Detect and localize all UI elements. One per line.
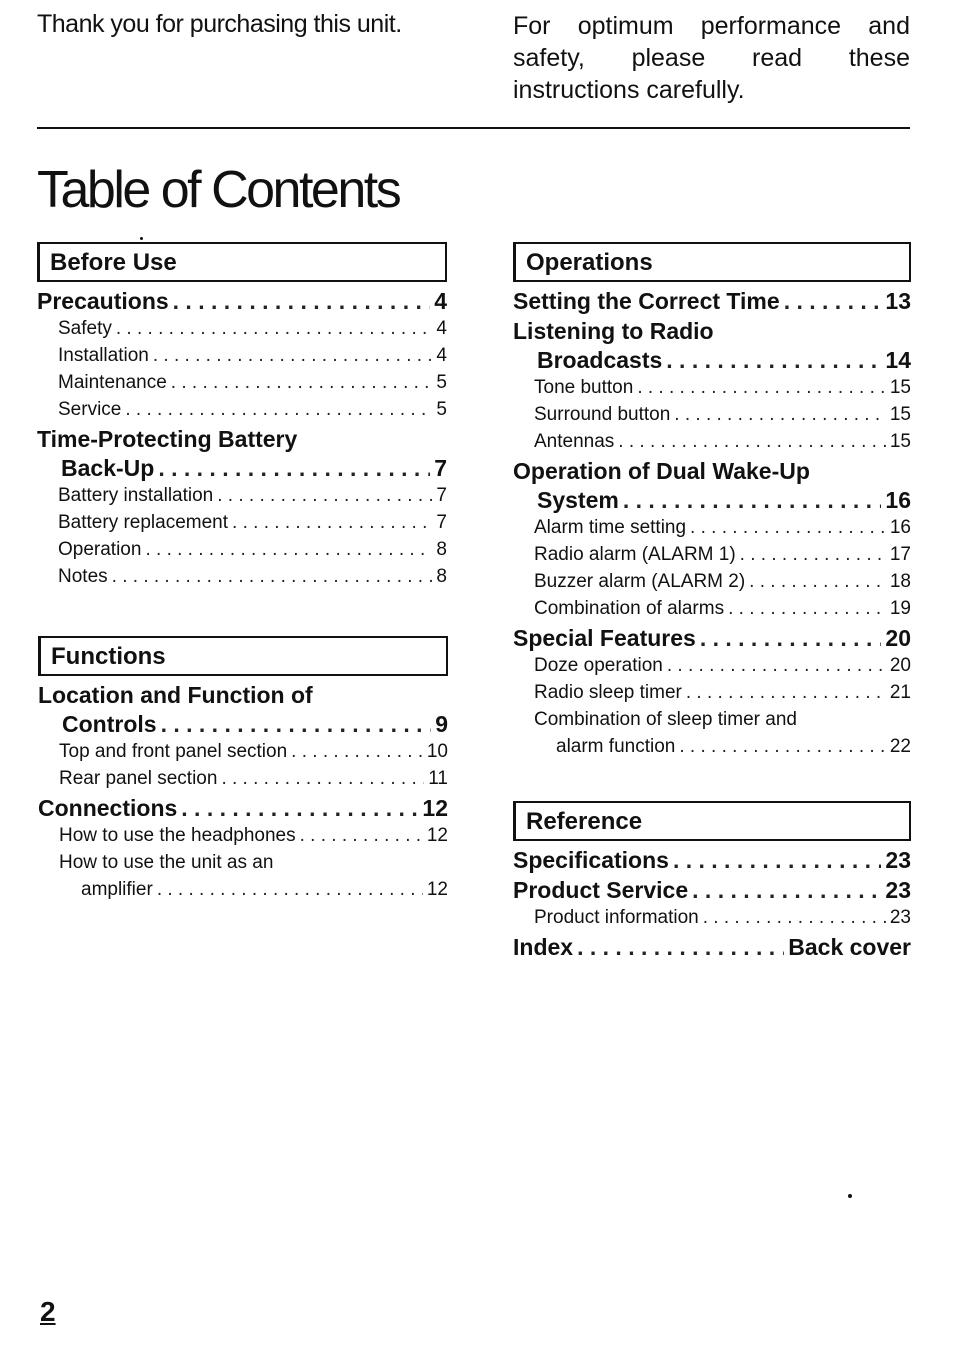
- toc-label: Top and front panel section: [59, 741, 288, 762]
- toc-entry[interactable]: [37, 485, 447, 512]
- toc-entry[interactable]: [38, 879, 448, 906]
- operations-heading: Operations: [513, 242, 911, 282]
- leader-dots: [679, 736, 886, 758]
- leader-dots: [666, 347, 881, 374]
- leader-dots: [674, 404, 886, 426]
- toc-page: 20: [885, 625, 911, 651]
- leader-dots: [171, 372, 433, 394]
- toc-entry[interactable]: [37, 399, 447, 426]
- leader-dots: [673, 847, 881, 874]
- toc-entry[interactable]: [37, 539, 447, 566]
- leader-dots: [728, 598, 886, 620]
- divider: [37, 127, 910, 129]
- toc-label: alarm function: [556, 736, 676, 757]
- toc-entry[interactable]: [513, 431, 911, 458]
- toc-entry[interactable]: [513, 347, 911, 377]
- functions-heading: Functions: [38, 636, 448, 676]
- before-use-heading: Before Use: [37, 242, 447, 282]
- toc-entry[interactable]: [513, 598, 911, 625]
- scan-speck: [140, 237, 143, 240]
- toc-label: Back-Up: [61, 455, 155, 481]
- toc-entry[interactable]: [513, 736, 911, 763]
- leader-dots: [217, 485, 432, 507]
- toc-page: 10: [426, 741, 448, 762]
- toc-page: 15: [889, 431, 911, 452]
- leader-dots: [577, 934, 784, 961]
- toc-entry[interactable]: [38, 768, 448, 795]
- leader-dots: [116, 318, 433, 340]
- toc-label: Notes: [58, 566, 108, 587]
- toc-page: 8: [436, 539, 447, 560]
- leader-dots: [161, 711, 432, 738]
- page-title: Table of Contents: [37, 161, 400, 219]
- leader-dots: [112, 566, 433, 588]
- toc-label: Safety: [58, 318, 112, 339]
- toc-label: Maintenance: [58, 372, 167, 393]
- toc-entry[interactable]: [37, 455, 447, 485]
- reference-heading: Reference: [513, 801, 911, 841]
- toc-label: Surround button: [534, 404, 671, 425]
- toc-page: 21: [889, 682, 911, 703]
- toc-entry[interactable]: [513, 625, 911, 655]
- toc-page: 23: [885, 877, 911, 903]
- toc-label: Controls: [62, 711, 157, 737]
- toc-entry[interactable]: [513, 655, 911, 682]
- functions-section: [38, 636, 448, 906]
- toc-page: Back cover: [788, 934, 911, 960]
- toc-page: 14: [885, 347, 911, 373]
- toc-page: 11: [428, 768, 448, 789]
- toc-label: Installation: [58, 345, 149, 366]
- toc-page: 18: [889, 571, 911, 592]
- toc-heading: Listening to Radio: [513, 318, 714, 344]
- intro-thanks: Thank you for purchasing this unit.: [37, 10, 402, 38]
- leader-dots: [145, 539, 432, 561]
- toc-entry[interactable]: [37, 372, 447, 399]
- leader-dots: [740, 544, 886, 566]
- toc-page: 7: [436, 512, 447, 533]
- toc-entry[interactable]: [513, 907, 911, 934]
- toc-page: 23: [885, 847, 911, 873]
- toc-heading: Location and Function of: [38, 682, 313, 708]
- toc-page: 7: [436, 485, 447, 506]
- toc-page: 15: [889, 404, 911, 425]
- leader-dots: [700, 625, 882, 652]
- toc-label: Radio alarm (ALARM 1): [534, 544, 736, 565]
- toc-label: How to use the headphones: [59, 825, 296, 846]
- toc-entry[interactable]: [38, 825, 448, 852]
- toc-label: Service: [58, 399, 122, 420]
- toc-entry[interactable]: [513, 377, 911, 404]
- toc-label: Radio sleep timer: [534, 682, 682, 703]
- toc-label: amplifier: [81, 879, 153, 900]
- leader-dots: [157, 879, 423, 901]
- toc-label: Index: [513, 934, 574, 960]
- toc-entry[interactable]: [37, 318, 447, 345]
- toc-page: 4: [436, 318, 447, 339]
- toc-label: Battery installation: [58, 485, 214, 506]
- leader-dots: [232, 512, 432, 534]
- toc-entry[interactable]: [513, 288, 911, 318]
- toc-page: 15: [889, 377, 911, 398]
- toc-page: 12: [426, 825, 448, 846]
- scan-speck: [848, 1194, 852, 1198]
- toc-page: 5: [436, 399, 447, 420]
- leader-dots: [690, 517, 886, 539]
- toc-label: Rear panel section: [59, 768, 218, 789]
- toc-label: Connections: [38, 795, 178, 821]
- leader-dots: [181, 795, 418, 822]
- toc-label: Setting the Correct Time: [513, 288, 780, 314]
- toc-subheading: How to use the unit as an: [59, 852, 274, 873]
- toc-entry[interactable]: [513, 404, 911, 431]
- toc-entry[interactable]: [513, 682, 911, 709]
- leader-dots: [158, 455, 430, 482]
- toc-page: 4: [436, 345, 447, 366]
- toc-label: System: [537, 487, 619, 513]
- toc-heading: Operation of Dual Wake-Up: [513, 458, 810, 484]
- toc-page: 16: [889, 517, 911, 538]
- toc-label: Battery replacement: [58, 512, 229, 533]
- operations-section: [513, 242, 911, 763]
- toc-heading: Time-Protecting Battery: [37, 426, 298, 452]
- toc-page: 16: [885, 487, 911, 513]
- leader-dots: [623, 487, 882, 514]
- toc-label: Product information: [534, 907, 699, 928]
- toc-entry[interactable]: [38, 711, 448, 741]
- toc-label: Alarm time setting: [534, 517, 687, 538]
- leader-dots: [703, 907, 886, 929]
- leader-dots: [291, 741, 423, 763]
- toc-label: Operation: [58, 539, 142, 560]
- toc-page: 19: [889, 598, 911, 619]
- leader-dots: [784, 288, 882, 315]
- toc-subheading: Combination of sleep timer and: [534, 709, 797, 730]
- toc-label: Special Features: [513, 625, 696, 651]
- leader-dots: [667, 655, 886, 677]
- leader-dots: [692, 877, 881, 904]
- leader-dots: [221, 768, 424, 790]
- toc-entry[interactable]: [37, 512, 447, 539]
- toc-page: 20: [889, 655, 911, 676]
- toc-page: 8: [436, 566, 447, 587]
- toc-page: 4: [434, 288, 447, 314]
- leader-dots: [173, 288, 431, 315]
- toc-page: 12: [422, 795, 448, 821]
- toc-label: Precautions: [37, 288, 169, 314]
- before-use-section: [37, 242, 447, 593]
- toc-entry[interactable]: [38, 795, 448, 825]
- toc-label: Tone button: [534, 377, 634, 398]
- toc-page: 22: [889, 736, 911, 757]
- leader-dots: [125, 399, 432, 421]
- leader-dots: [618, 431, 886, 453]
- toc-page: 12: [426, 879, 448, 900]
- toc-label: Specifications: [513, 847, 669, 873]
- reference-section: [513, 801, 911, 964]
- toc-page: 17: [889, 544, 911, 565]
- page-number: 2: [40, 1296, 56, 1327]
- toc-entry[interactable]: [513, 877, 911, 907]
- toc-entry[interactable]: [513, 934, 911, 964]
- leader-dots: [637, 377, 886, 399]
- toc-entry[interactable]: [513, 487, 911, 517]
- toc-entry[interactable]: [513, 544, 911, 571]
- toc-label: Antennas: [534, 431, 615, 452]
- leader-dots: [686, 682, 886, 704]
- toc-entry[interactable]: [38, 741, 448, 768]
- toc-entry[interactable]: [513, 571, 911, 598]
- toc-label: Broadcasts: [537, 347, 663, 373]
- toc-page: 5: [436, 372, 447, 393]
- toc-entry[interactable]: [513, 847, 911, 877]
- toc-page: 13: [885, 288, 911, 314]
- toc-label: Combination of alarms: [534, 598, 725, 619]
- toc-entry[interactable]: [37, 345, 447, 372]
- leader-dots: [749, 571, 886, 593]
- leader-dots: [153, 345, 433, 367]
- toc-label: Buzzer alarm (ALARM 2): [534, 571, 746, 592]
- leader-dots: [300, 825, 423, 847]
- toc-page: 23: [889, 907, 911, 928]
- toc-entry[interactable]: [37, 288, 447, 318]
- toc-label: Doze operation: [534, 655, 663, 676]
- toc-page: 7: [434, 455, 447, 481]
- toc-entry[interactable]: [37, 566, 447, 593]
- toc-label: Product Service: [513, 877, 689, 903]
- toc-page: 9: [435, 711, 448, 737]
- intro-instructions: For optimum performance and safety, please read these instructions carefully.: [513, 12, 910, 104]
- toc-entry[interactable]: [513, 517, 911, 544]
